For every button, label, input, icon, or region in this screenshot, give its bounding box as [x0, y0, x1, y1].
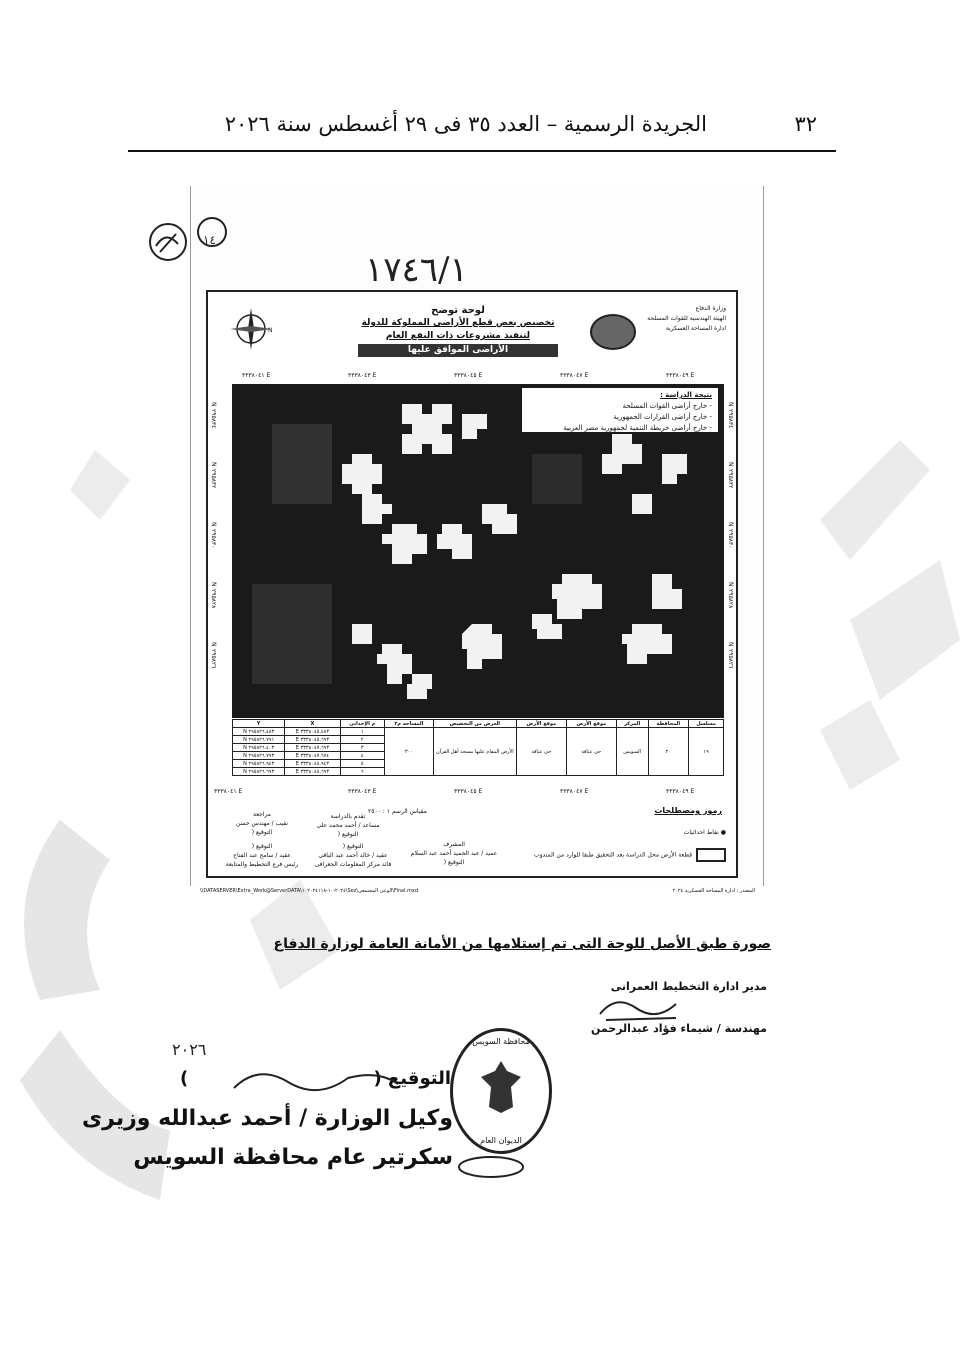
study-result-box	[522, 388, 718, 432]
table-cell: ٢٩٥٨٢٦.٤٠٣ N	[233, 744, 285, 752]
coord-side-3: N ٢٩٥٨٣٠	[210, 522, 217, 549]
sig-role: تقدم بالدراسة	[330, 813, 366, 820]
study-result-line-3: - خارج أراضى خريطة التنمية لجمهورية مصر العربية	[563, 424, 712, 432]
signature-line-1: وكيل الوزارة / أحمد عبدالله وزيرى	[81, 1106, 453, 1131]
table-cell: ٥	[340, 760, 384, 768]
circled-annotation	[140, 210, 240, 270]
signature-year: ٢٠٢٦	[172, 1040, 207, 1059]
coord-bottom-1: ٣٣٣٨٠٤١ E	[214, 788, 243, 795]
table-header: X	[285, 720, 340, 728]
table-header: المركز	[616, 720, 648, 728]
table-cell: ٣٣٣٨٠٤٨.٩٤٣ E	[285, 760, 340, 768]
north-arrow-icon	[226, 304, 276, 354]
ministry-block	[616, 304, 726, 334]
title-line-4: الأراضى الموافق عليها	[358, 344, 558, 357]
coord-bottom-3: ٣٣٣٨٠٤٥ E	[454, 788, 483, 795]
coord-side-r4: N ٢٩٥٨٢٨	[727, 582, 734, 609]
legend-item-label: نقاط احداثيات	[683, 829, 719, 836]
table-cell: ٣٣٣٨٠٤٧.٦٩٣ E	[285, 744, 340, 752]
table-cell: ٢٩٥٨٢٦.٧٩٣ N	[233, 752, 285, 760]
signature-label: التوقيع (	[373, 1068, 451, 1089]
satellite-texture	[232, 384, 724, 718]
sig-role: قائد مركز المعلومات الجغرافى	[314, 861, 392, 868]
file-path: \\DATASERVER\Extra_Work@ServerDATA\٢٠٢٤-١٠-١٠٢٠٢٤١١٨\Sez\الوعى المجتمعى\Final.mxd	[200, 888, 419, 894]
sig-name: عقيد / سامح عبد الفتاح	[233, 852, 291, 859]
table-cell: ٣٣٣٨٠٤٥.٤٨٣ E	[285, 728, 340, 736]
allocation-table	[232, 719, 724, 776]
board-footer	[200, 888, 755, 894]
table-cell: ٤	[340, 752, 384, 760]
signature-block-supervisor	[404, 840, 504, 867]
handwritten-signature	[228, 1060, 408, 1100]
coord-top-5: ٣٣٣٨٠٤٩ E	[666, 372, 695, 379]
board-title	[328, 304, 588, 358]
table-header: موقع الأرض	[566, 720, 616, 728]
ministry-line-1: وزارة الدفاع	[695, 305, 726, 312]
table-cell: ٢٠	[648, 728, 689, 776]
sig-role: رئيس فرع التخطيط والمتابعة	[225, 861, 299, 868]
seal-bottom-text: الديوان العام	[480, 1136, 522, 1145]
legend-item-parcel	[534, 848, 726, 862]
sig-name: مساعد / أحمد محمد على	[316, 822, 380, 829]
circled-number: ١٤	[203, 233, 216, 247]
signature-block-review	[222, 810, 302, 837]
table-cell: ٢٩٥٨٢٦.٤٨٣ N	[233, 728, 285, 736]
coord-side-r5: N ٢٩٥٨٢٦	[727, 642, 734, 669]
table-cell: السويس	[616, 728, 648, 776]
table-header: مسلسل	[689, 720, 724, 728]
sig-line: التوقيع (	[251, 829, 273, 836]
survey-board	[206, 290, 738, 878]
manager-title: مدير ادارة التخطيط العمرانى	[610, 980, 767, 993]
small-stamp-icon	[456, 1154, 526, 1180]
coord-top-1: ٣٣٣٨٠٤١ E	[242, 372, 271, 379]
table-cell: ٢٩٥٨٢٦.٧٩١ N	[233, 736, 285, 744]
coord-top-4: ٣٣٣٨٠٤٧ E	[560, 372, 589, 379]
study-result-line-2: - خارج أراضى القرارات الجمهورية	[613, 413, 712, 421]
manager-signature	[596, 990, 686, 1026]
coord-side-r2: N ٢٩٥٨٣٢	[727, 462, 734, 489]
ministry-line-3: ادارة المساحة العسكرية	[665, 325, 726, 332]
table-header: المساحة م٢	[384, 720, 433, 728]
coord-top-3: ٣٣٣٨٠٤٥ E	[454, 372, 483, 379]
governorate-seal	[450, 1028, 552, 1154]
gazette-title: الجريدة الرسمية – العدد ٣٥ فى ٢٩ أغسطس سنة ٢٠٢٦	[224, 112, 707, 136]
sig-name: نقيب / مهندس حسن	[235, 820, 289, 827]
study-result-title: نتيجة الدراسة :	[660, 391, 712, 399]
sig-name: عقيد / خالد أحمد عبد الباقى	[318, 852, 388, 859]
table-cell: ٢	[340, 736, 384, 744]
map-scale: مقياس الرسم ١ : ٢٥٠٠	[368, 808, 427, 815]
title-line-1: لوحة توضح	[431, 305, 485, 316]
table-cell: ٣٣٣٨٠٤٨.٦٩٣ E	[285, 768, 340, 776]
coord-side-r1: N ٢٩٥٨٣٤	[727, 402, 734, 429]
seal-top-text: محافظة السويس	[472, 1037, 530, 1046]
signature-block-prepared	[308, 812, 388, 839]
footer-source: المصدر : ادارة المساحة العسكرية ٢٠٢٤	[672, 888, 755, 894]
satellite-image	[232, 384, 724, 718]
coord-bottom-4: ٣٣٣٨٠٤٧ E	[560, 788, 589, 795]
legend-item-points	[684, 829, 726, 836]
table-header-row	[233, 720, 724, 728]
table-header: الغرض من التخصيص	[433, 720, 516, 728]
table-cell: ١٩	[689, 728, 724, 776]
sig-role: مراجعة	[252, 811, 271, 818]
sig-role: المشرف	[443, 841, 465, 848]
ministry-line-2: الهيئة الهندسية للقوات المسلحة	[647, 315, 726, 322]
table-header: م الإحداثى	[340, 720, 384, 728]
signature-line-2: سكرتير عام محافظة السويس	[133, 1145, 453, 1170]
point-symbol-icon: ●	[718, 829, 726, 836]
coord-side-r3: N ٢٩٥٨٣٠	[727, 522, 734, 549]
sig-line: التوقيع (	[443, 859, 465, 866]
table-cell: ٣٣٣٨٠٤٧.٦٧٤ E	[285, 752, 340, 760]
table-cell: ٦	[340, 768, 384, 776]
table-cell: ٣٠٠	[384, 728, 433, 776]
table-header: موقع الأرض	[516, 720, 566, 728]
svg-text:N: N	[268, 327, 273, 334]
legend-item-label: قطعة الأرض محل الدراسة بعد التحقيق طبقا للوارد من المندوب	[534, 851, 692, 859]
sig-line: التوقيع (	[342, 843, 364, 850]
coord-bottom-5: ٣٣٣٨٠٤٩ E	[666, 788, 695, 795]
certification-line: صورة طبق الأصل للوحة التى تم إستلامها من الأمانة العامة لوزارة الدفاع	[273, 936, 771, 952]
table-cell: ٣	[340, 744, 384, 752]
signature-block-center	[308, 842, 398, 869]
coord-side-4: N ٢٩٥٨٢٨	[210, 582, 217, 609]
table-cell: الأرض المقام عليها مسجد أهل القرآن	[433, 728, 516, 776]
coord-side-1: N ٢٩٥٨٣٤	[210, 402, 217, 429]
table-cell: حى عتاقة	[566, 728, 616, 776]
table-cell: ١	[340, 728, 384, 736]
handwritten-number: ١٧٤٦/١	[365, 250, 468, 290]
study-result-line-1: - خارج أراضى القوات المسلحة	[622, 402, 712, 410]
table-header: Y	[233, 720, 285, 728]
page-number: ٣٢	[794, 112, 817, 136]
parcel-symbol-icon	[696, 848, 726, 862]
sig-line: التوقيع (	[251, 843, 273, 850]
signature-close: )	[180, 1068, 189, 1089]
table-cell: ٣٣٣٨٠٤٥.٦٩٣ E	[285, 736, 340, 744]
table-header: المحافظة	[648, 720, 689, 728]
coord-side-2: N ٢٩٥٨٣٢	[210, 462, 217, 489]
manager-name: مهندسة / شيماء فؤاد عبدالرحمن	[591, 1022, 767, 1035]
legend-title: رموز ومصطلحات	[654, 806, 722, 815]
signature-block-branch	[222, 842, 302, 869]
coord-side-5: N ٢٩٥٨٢٦	[210, 642, 217, 669]
title-line-3: لتنفيذ مشروعات ذات النفع العام	[385, 331, 531, 341]
table-row	[233, 728, 724, 736]
title-line-2: تخصيص بعض قطع الأراضى المملوكة للدولة	[361, 318, 555, 328]
table-cell: ٢٩٥٨٢٦.٩٤٣ N	[233, 760, 285, 768]
sig-name: عميد / عبد الحميد أحمد عبد السلام	[410, 850, 498, 857]
coord-top-2: ٣٣٣٨٠٤٣ E	[348, 372, 377, 379]
table-cell: حى عتاقة	[516, 728, 566, 776]
table-cell: ٢٩٥٨٢٦.٦٩٣ N	[233, 768, 285, 776]
coord-bottom-2: ٣٣٣٨٠٤٣ E	[348, 788, 377, 795]
sig-line: التوقيع (	[337, 831, 359, 838]
eagle-emblem-icon	[477, 1057, 525, 1117]
